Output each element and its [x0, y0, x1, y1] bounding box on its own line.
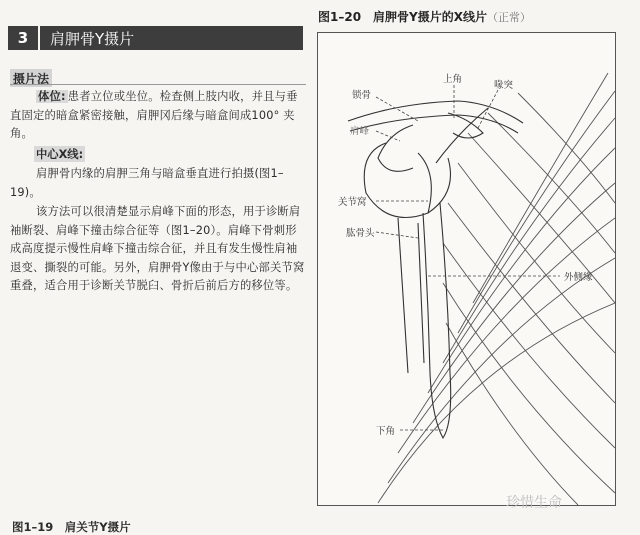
label-acromion: 肩峰	[350, 126, 370, 137]
section-title: 肩胛骨Y摄片	[50, 29, 135, 48]
central-xray-label: 中心X线:	[36, 148, 84, 161]
label-lateral-border: 外侧缘	[564, 272, 593, 283]
description-paragraph	[10, 203, 308, 296]
figure-subtitle: （正常）	[487, 11, 531, 24]
label-inferior-angle: 下角	[376, 426, 396, 437]
central-xray-paragraph	[10, 165, 308, 202]
position-label: 体位:	[38, 90, 66, 103]
watermark: 珍惜生命	[506, 495, 562, 511]
figure-title-text: 图1–20 肩胛骨Y摄片的X线片	[318, 10, 487, 24]
divider	[10, 84, 306, 85]
position-paragraph	[10, 88, 308, 144]
section-header	[8, 26, 303, 50]
xray-diagram	[317, 32, 616, 506]
section-number: 3	[8, 26, 40, 50]
figure-title	[318, 8, 531, 25]
position-text: 患者立位或坐位。检查侧上肢内收，并且与垂直固定的暗盒紧密接触，肩胛冈后缘与暗盒间成100° 夹角。	[10, 90, 298, 140]
label-humeral-head: 肱骨头	[346, 228, 375, 239]
label-coracoid: 喙突	[494, 80, 514, 91]
label-superior-angle: 上角	[443, 74, 463, 85]
label-clavicle: 锁骨	[352, 90, 372, 101]
method-heading: 摄片法	[10, 69, 52, 87]
central-xray-text: 肩胛骨内缘的肩胛三角与暗盒垂直进行拍摄(图1–19)。	[10, 167, 284, 199]
description-text: 该方法可以很清楚显示肩峰下面的形态，用于诊断肩袖断裂、肩峰下撞击综合征等（图1–20）。肩峰下骨刺形成高度提示慢性肩峰下撞击综合征，并且有发生慢性肩袖退变、撕裂的可能。另外，肩胛骨Y像由于与中心部关节窝重叠，适合用于诊断关节脱臼、骨折后前后方的移位等。	[10, 205, 305, 292]
bottom-figure-caption: 图1–19 肩关节Y摄片	[12, 520, 131, 534]
label-glenoid: 关节窝	[338, 197, 367, 208]
